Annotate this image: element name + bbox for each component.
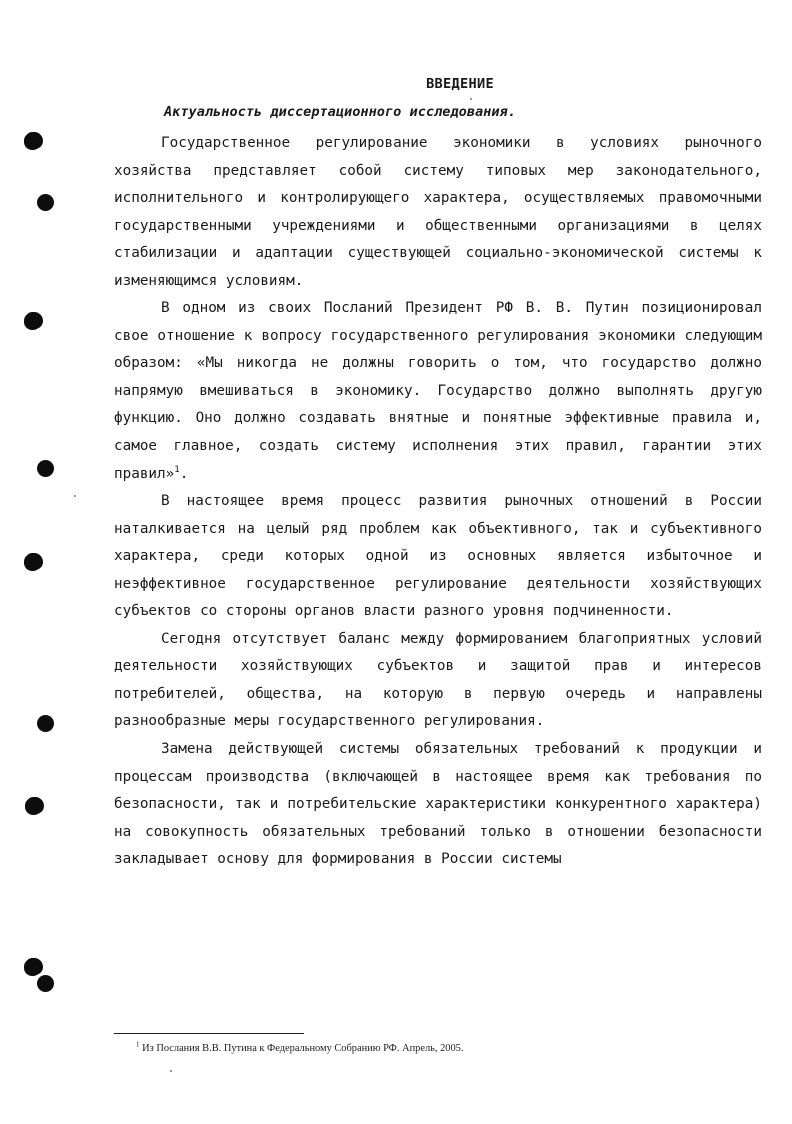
paragraph: В настоящее время процесс развития рыночных отношений в России наталкивается на целый ряд проблем как объективного, так и субъективного характера, среди которых одной из основных является избыточное и неэффективное государственное регулирование деятельности хозяйствующих субъектов со стороны органов власти разного уровня подчиненности. [114, 493, 762, 620]
paragraph: Государственное регулирование экономики в условиях рыночного хозяйства представляет собой систему типовых мер законодательного, исполнительного и контролирующего характера, осуществляемых правомочными государственными учреждениями и общественными организациями в целях стабилизации и адаптации существующей социально-экономической системы к изменяющимся условиям. [114, 135, 762, 289]
footnote-divider [114, 1033, 304, 1034]
punch-hole-mark [25, 132, 42, 149]
punch-hole-mark [37, 194, 54, 211]
punch-hole-mark [25, 553, 42, 570]
punch-hole-mark [26, 797, 43, 814]
punch-hole-mark [37, 460, 54, 477]
paragraph [114, 295, 762, 488]
punch-hole-mark [37, 975, 54, 992]
punch-hole-mark [25, 312, 42, 329]
section-heading: ВВЕДЕНИЕ [426, 76, 494, 92]
paragraph-end-period: . [179, 465, 189, 482]
footnote-text: Из Послания В.В. Путина к Федеральному Собранию РФ. Апрель, 2005. [142, 1043, 464, 1054]
punch-hole-mark [37, 715, 54, 732]
paragraph: Сегодня отсутствует баланс между формированием благоприятных условий деятельности хозяйствующих субъектов и защитой прав и интересов потребителей, общества, на которую в первую очередь и направлены разнообразные меры государственного регулирования. [114, 630, 762, 730]
section-subheading: Актуальность диссертационного исследования. [164, 104, 516, 120]
scan-speck [74, 495, 76, 497]
footnote-number: 1 [136, 1040, 140, 1049]
paragraph-text: В одном из своих Посланий Президент РФ В. В. Путин позиционировал свое отношение к вопросу государственного регулирования экономики следующим образом: «Мы никогда не должны говорить о том, что государство должно напрямую вмешиваться в экономику. Государство должно выполнять другую функцию. Оно должно создавать внятные и понятные эффективные правила и, самое главное, создать систему исполнения этих правил, гарантии этих правил» [114, 300, 762, 482]
body-text [114, 130, 762, 874]
scan-speck [470, 98, 472, 100]
punch-hole-mark [25, 958, 42, 975]
footnote [136, 1040, 464, 1054]
footnote-reference[interactable]: 1 [174, 464, 180, 475]
paragraph: Замена действующей системы обязательных требований к продукции и процессам производства (включающей в настоящее время как требования по безопасности, так и потребительские характеристики конкурентного характера) на совокупность обязательных требований только в отношении безопасности закладывает основу для формирования в России системы [114, 741, 762, 868]
scan-speck [170, 1070, 172, 1072]
